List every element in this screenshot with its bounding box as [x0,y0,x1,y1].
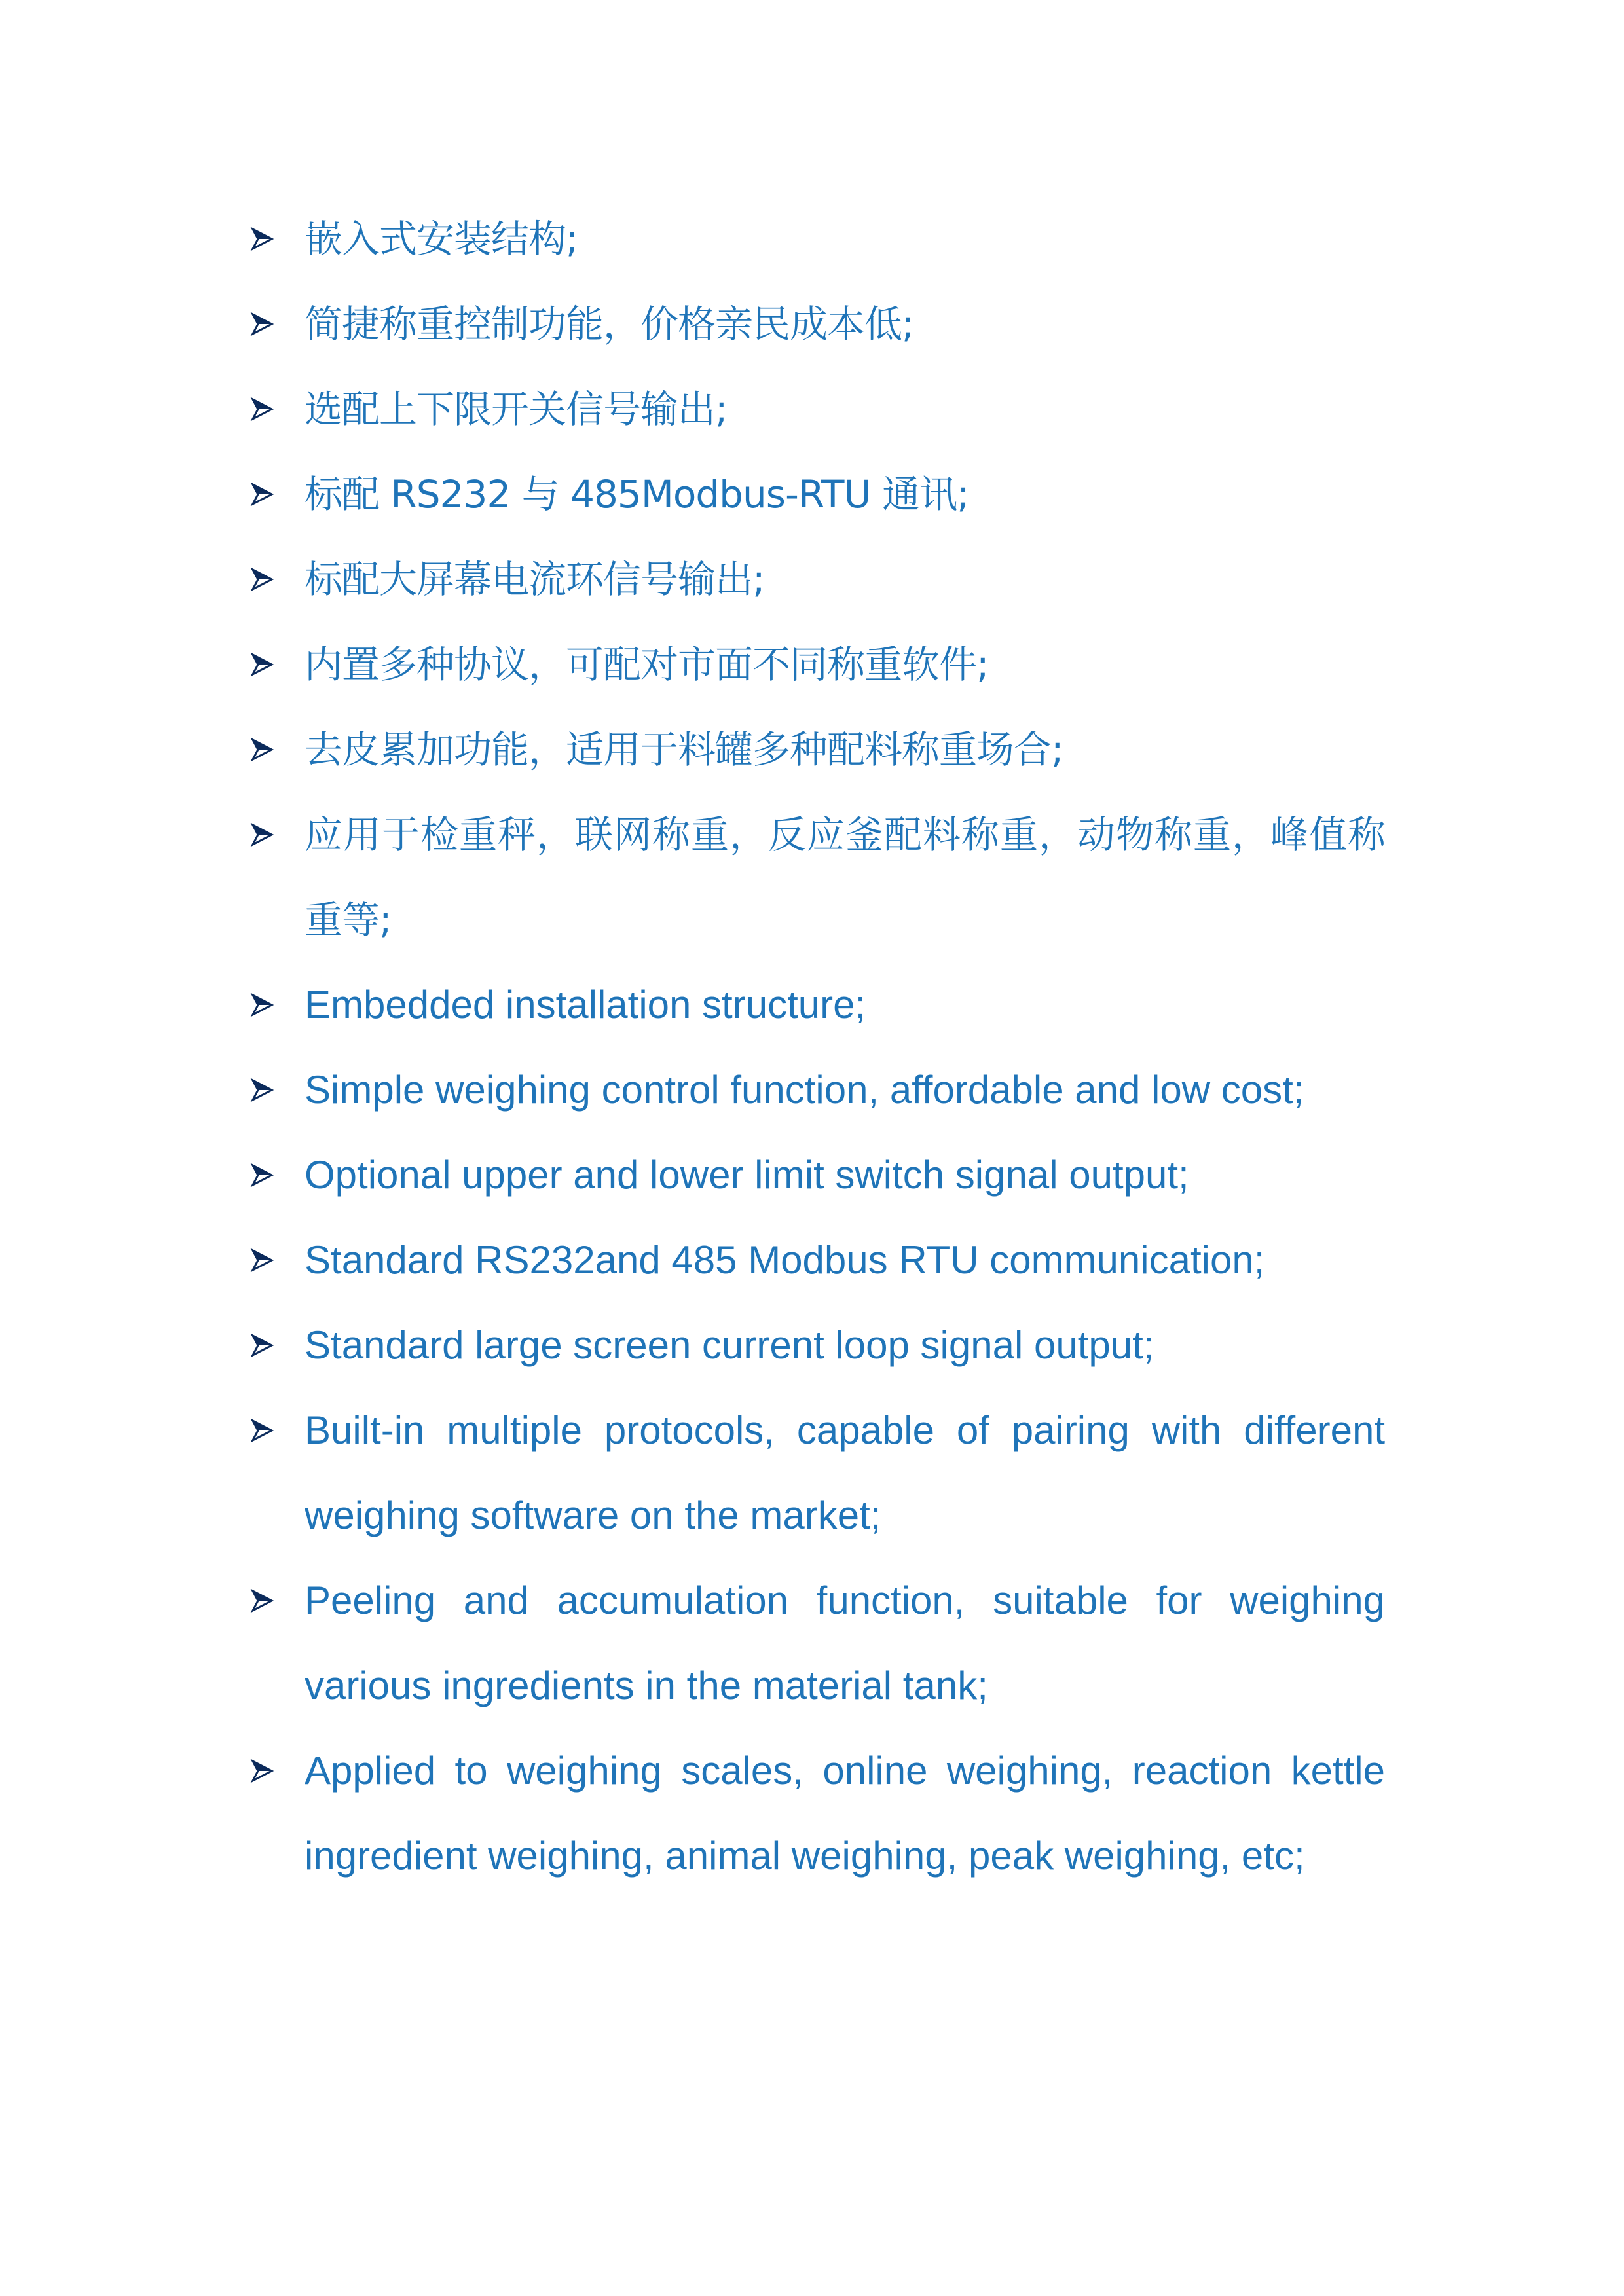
list-item [242,537,1385,622]
arrowhead-bullet-icon [249,367,275,452]
list-item-text: Built-in multiple protocols, capable of pairing with different weighing software on the market; [304,1408,1385,1537]
arrowhead-bullet-icon [249,1388,275,1473]
list-item-text: 选配上下限开关信号输出; [304,387,728,431]
list-item [242,622,1385,707]
arrowhead-bullet-icon [249,792,275,877]
arrowhead-bullet-icon [249,1218,275,1303]
arrowhead-bullet-icon [249,282,275,367]
list-item-text: 简捷称重控制功能，价格亲民成本低; [304,302,914,346]
arrowhead-bullet-icon [249,707,275,792]
list-item-text: 标配 RS232 与 485Modbus-RTU 通讯; [304,472,969,517]
arrowhead-bullet-icon [249,622,275,707]
list-item [242,1218,1385,1303]
list-item-text: Peeling and accumulation function, suitable for weighing various ingredients in the material tank; [304,1578,1385,1707]
list-item [242,452,1385,537]
list-item [242,962,1385,1048]
arrowhead-bullet-icon [249,196,275,282]
list-item-text: 去皮累加功能，适用于料罐多种配料称重场合; [304,727,1063,772]
list-item-text: Applied to weighing scales, online weighing, reaction kettle ingredient weighing, animal weighing, peak weighing, etc; [304,1749,1385,1878]
list-item [242,1558,1385,1728]
list-item-text: Simple weighing control function, affordable and low cost; [304,1068,1304,1112]
list-item-text: Embedded installation structure; [304,983,866,1027]
list-item [242,1303,1385,1388]
list-item-text: Optional upper and lower limit switch signal output; [304,1153,1189,1197]
list-item-text: Standard RS232and 485 Modbus RTU communication; [304,1238,1265,1282]
arrowhead-bullet-icon [249,1558,275,1643]
list-item [242,792,1385,962]
list-item [242,282,1385,367]
arrowhead-bullet-icon [249,1048,275,1133]
list-item [242,1728,1385,1899]
list-item-text: 标配大屏幕电流环信号输出; [304,557,765,602]
arrowhead-bullet-icon [249,537,275,622]
arrowhead-bullet-icon [249,1728,275,1813]
list-item [242,1388,1385,1558]
arrowhead-bullet-icon [249,1303,275,1388]
list-item [242,707,1385,792]
list-item [242,1048,1385,1133]
list-item [242,196,1385,282]
arrowhead-bullet-icon [249,1133,275,1218]
list-item-text: 内置多种协议，可配对市面不同称重软件; [304,642,989,687]
list-item [242,367,1385,452]
arrowhead-bullet-icon [249,962,275,1048]
list-item-text: 嵌入式安装结构; [304,217,578,261]
list-item-text: Standard large screen current loop signal output; [304,1323,1154,1367]
arrowhead-bullet-icon [249,452,275,537]
list-item [242,1133,1385,1218]
feature-list [242,196,1385,1899]
list-item-text: 应用于检重秤，联网称重，反应釜配料称重，动物称重，峰值称重等; [304,812,1385,942]
